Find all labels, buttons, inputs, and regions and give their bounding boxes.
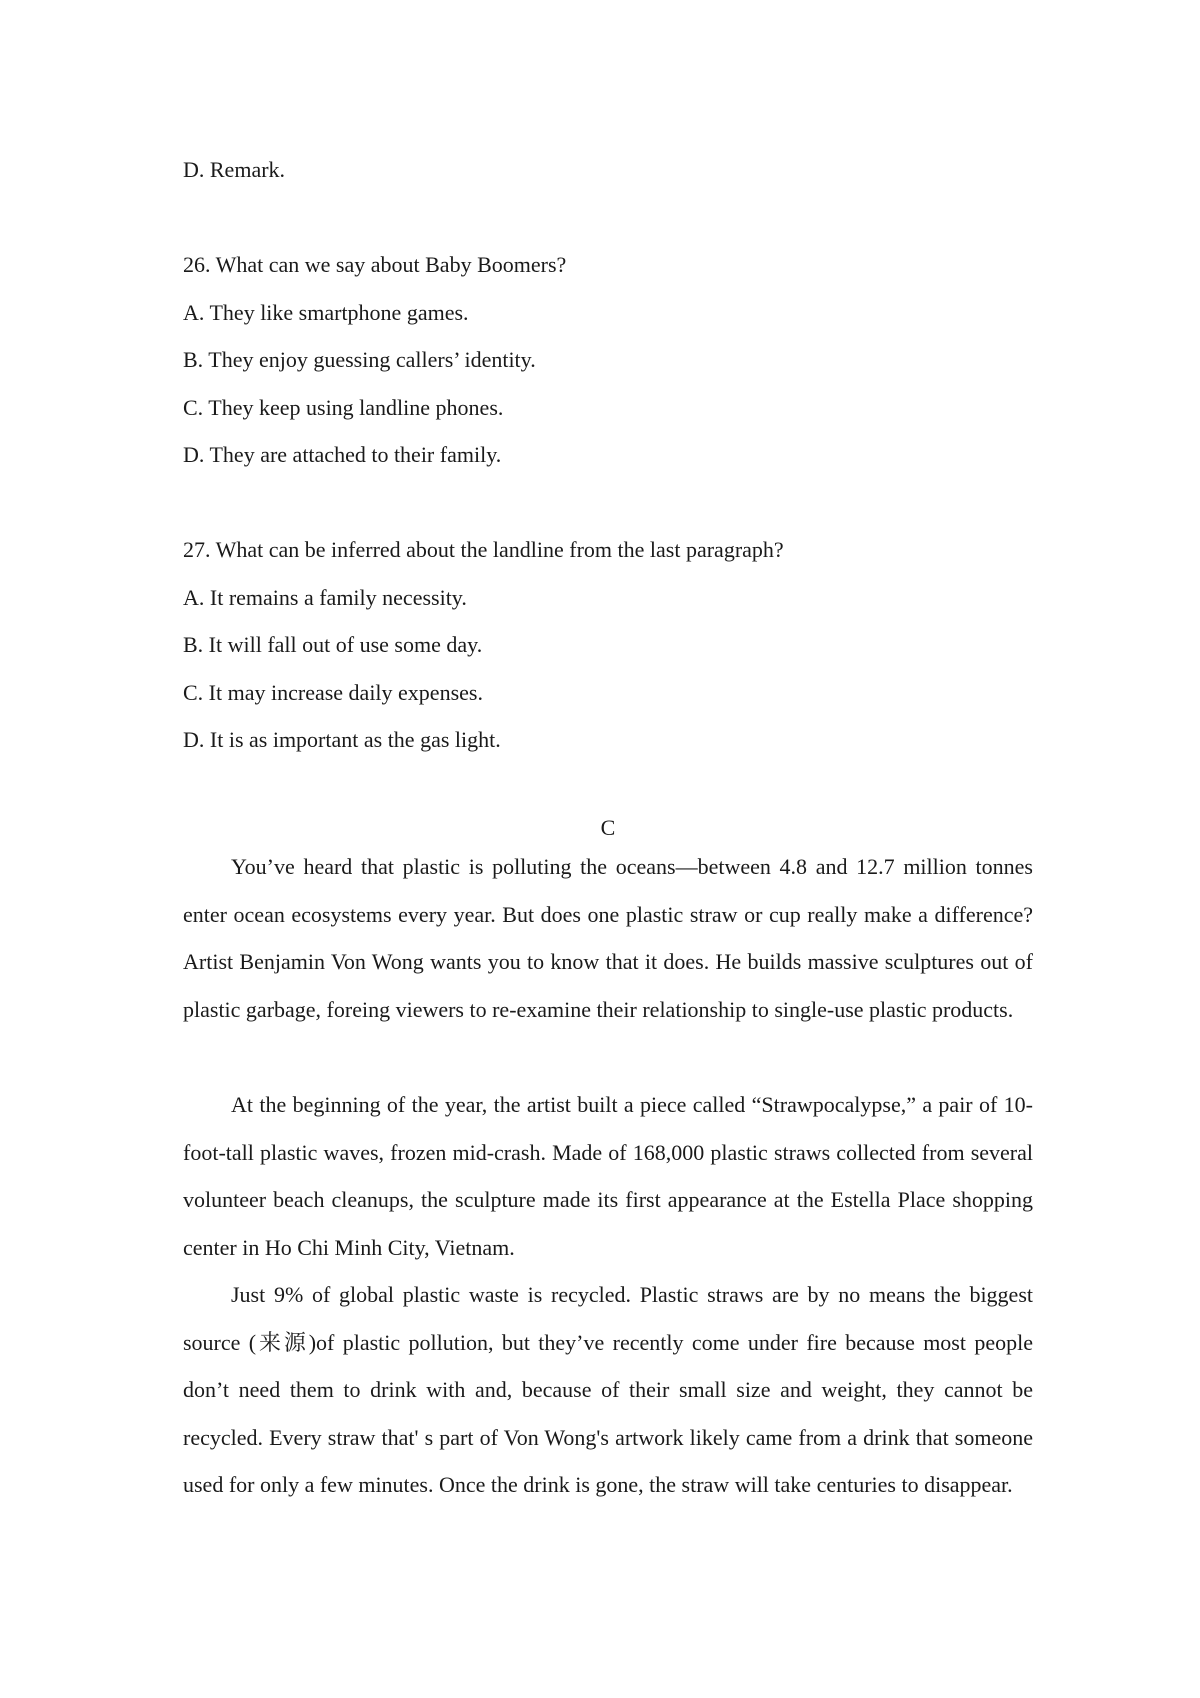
q26-option-a: A. They like smartphone games. (183, 300, 469, 325)
q25-option-d: D. Remark. (183, 157, 286, 182)
q26-option-b: B. They enjoy guessing callers’ identity. (183, 347, 536, 372)
q27-stem: 27. What can be inferred about the landline from the last paragraph? (183, 537, 784, 562)
q27-option-a: A. It remains a family necessity. (183, 585, 467, 610)
q27-option-c: C. It may increase daily expenses. (183, 680, 483, 705)
section-title: C (600, 815, 616, 840)
q26-option-d: D. They are attached to their family. (183, 442, 502, 467)
q26-stem: 26. What can we say about Baby Boomers? (183, 252, 567, 277)
paragraph-2: At the beginning of the year, the artist built a piece called “Strawpocalypse,” a pair of 10-foot-tall plastic waves, frozen mid-crash. Made of 168,000 plastic straws collected from several volunteer beach cleanups, the sculpture made its first appearance at the Estella Place shopping center in Ho Chi Minh City, Vietnam. (183, 1092, 1033, 1260)
q27-option-b: B. It will fall out of use some day. (183, 632, 483, 657)
q26-option-c: C. They keep using landline phones. (183, 395, 504, 420)
paragraph-3: Just 9% of global plastic waste is recycled. Plastic straws are by no means the biggest source (来源)of plastic pollution, but they’ve recently come under fire because most people don’t need them to drink with and, because of their small size and weight, they cannot be recycled. Every straw that' s part of Von Wong's artwork likely came from a drink that someone used for only a few minutes. Once the drink is gone, the straw will take centuries to disappear. (183, 1282, 1033, 1497)
paragraph-1: You’ve heard that plastic is polluting the oceans—between 4.8 and 12.7 million tonnes enter ocean ecosystems every year. But does one plastic straw or cup really make a difference? Artist Benjamin Von Wong wants you to know that it does. He builds massive sculptures out of plastic garbage, foreing viewers to re-examine their relationship to single-use plastic products. (183, 854, 1033, 1022)
document-page (183, 0, 1033, 1698)
q27-option-d: D. It is as important as the gas light. (183, 727, 501, 752)
